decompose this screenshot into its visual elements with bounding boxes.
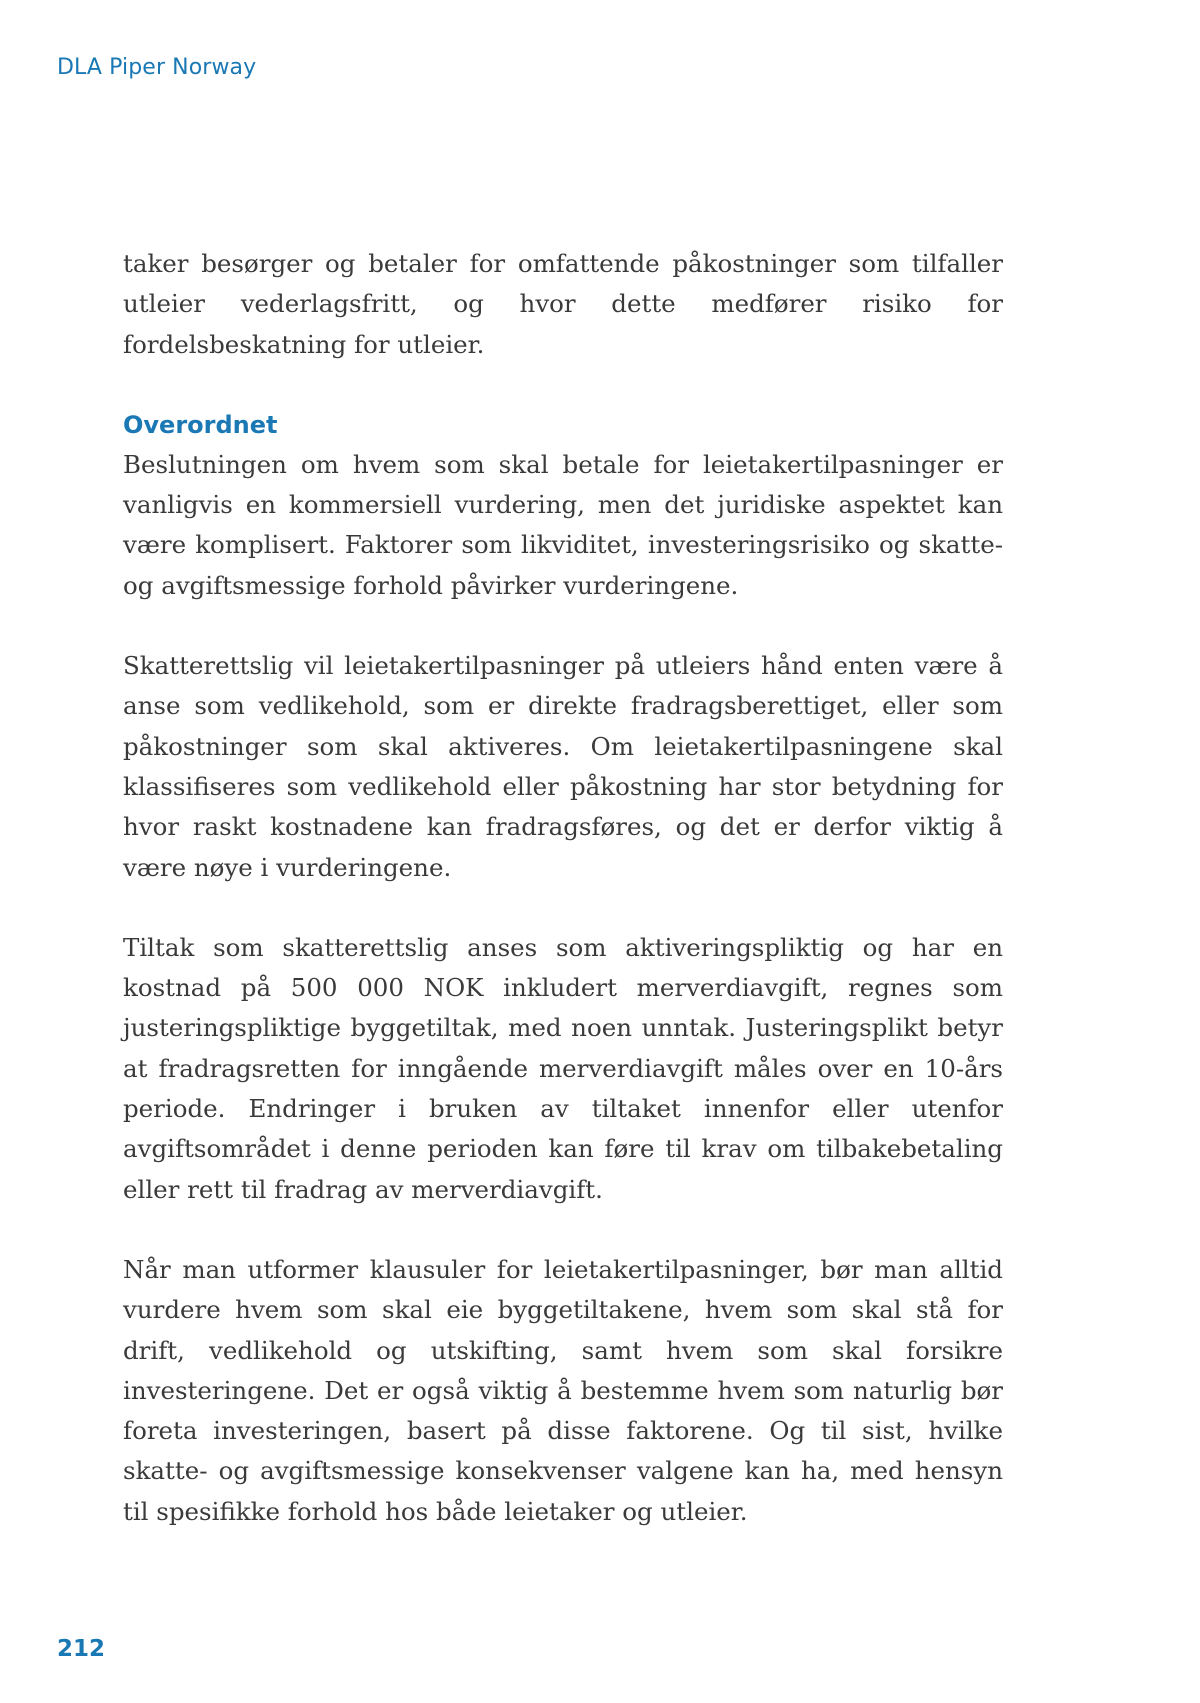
paragraph-4: Når man utformer klausuler for leietakertilpasninger, bør man alltid vurdere hvem som skal eie byggetiltakene, hvem som skal stå for drift, vedlikehold og utskifting, samt hvem som skal forsikre investeringene. Det er også viktig å bestemme hvem som naturlig bør foreta investeringen, basert på disse faktorene. Og til sist, hvilke skatte- og avgiftsmessige konsekvenser valgene kan ha, med hensyn til spesifikke forhold hos både leietaker og utleier.	[123, 1254, 1003, 1526]
body-content	[123, 244, 1003, 1572]
section-heading: Overordnet	[123, 410, 278, 439]
paragraph-3: Tiltak som skatterettslig anses som aktiveringspliktig og har en kostnad på 500 000 NOK inkludert merverdiavgift, regnes som justeringspliktige byggetiltak, med noen unntak. Justeringsplikt betyr at fradragsretten for inngående merverdiavgift måles over en 10-års periode. Endringer i bruken av tiltaket innenfor eller utenfor avgiftsområdet i denne perioden kan føre til krav om tilbakebetaling eller rett til fradrag av merverdiavgift.	[123, 932, 1003, 1204]
paragraph-2: Skatterettslig vil leietakertilpasninger på utleiers hånd enten være å anse som vedlikehold, som er direkte fradragsberettiget, eller som påkostninger som skal aktiveres. Om leietakertilpasningene skal klassifiseres som vedlikehold eller påkostning har stor betydning for hvor raskt kostnadene kan fradragsføres, og det er derfor viktig å være nøye i vurderingene.	[123, 651, 1003, 882]
page-number: 212	[57, 1636, 106, 1662]
paragraph-1: Beslutningen om hvem som skal betale for leietakertilpasninger er vanligvis en kommersiell vurdering, men det juridiske aspektet kan være komplisert. Faktorer som likviditet, investeringsrisiko og skatte- og avgiftsmessige forhold påvirker vurderingene.	[123, 449, 1003, 600]
intro-paragraph: taker besørger og betaler for omfattende påkostninger som tilfaller utleier vederlagsfritt, og hvor dette medfører risiko for fordelsbeskatning for utleier.	[123, 249, 1003, 359]
running-header: DLA Piper Norway	[57, 55, 257, 80]
